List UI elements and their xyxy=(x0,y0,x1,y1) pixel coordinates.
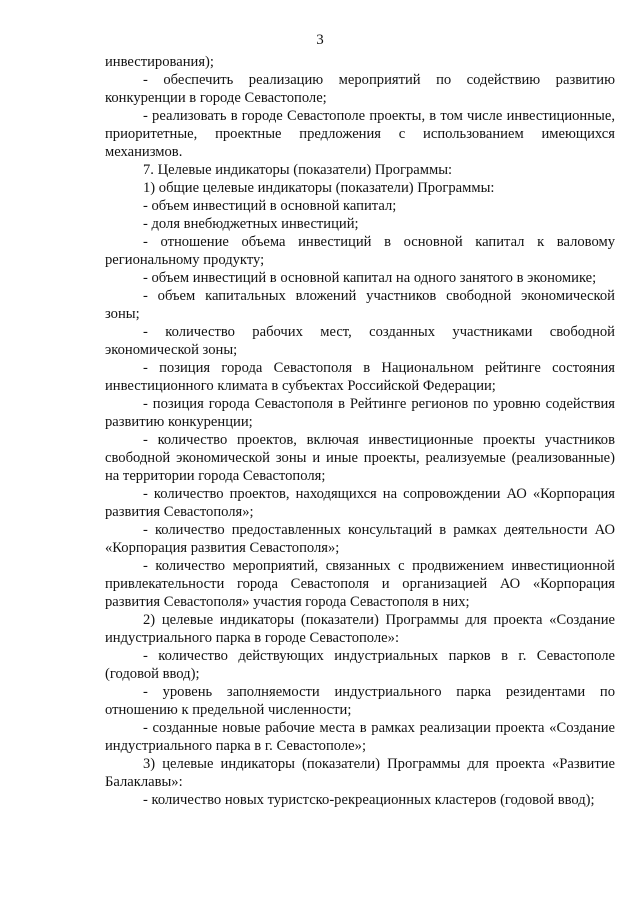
page-number: 3 xyxy=(316,32,324,48)
paragraph-2: - обеспечить реализацию мероприятий по содействию развитию конкуренции в городе Севастополе; xyxy=(105,72,615,106)
list-item: - количество мероприятий, связанных с продвижением инвестиционной привлекательности города Севастополя и организацией АО «Корпорация развития Севастополя» участия города Севастополя в них; xyxy=(105,558,615,610)
list-item: - позиция города Севастополя в Рейтинге регионов по уровню содействия развитию конкуренции; xyxy=(105,396,615,430)
list-item: - количество новых туристско-рекреационных кластеров (годовой ввод); xyxy=(143,792,595,808)
list-item: - доля внебюджетных инвестиций; xyxy=(143,216,359,232)
list-item: - объем капитальных вложений участников свободной экономической зоны; xyxy=(105,288,615,322)
document-body xyxy=(105,53,615,809)
list-item: - объем инвестиций в основной капитал на одного занятого в экономике; xyxy=(143,270,597,286)
subsection-3-heading: 3) целевые индикаторы (показатели) Программы для проекта «Развитие Балаклавы»: xyxy=(105,756,615,790)
list-item: - уровень заполняемости индустриального парка резидентами по отношению к предельной численности; xyxy=(105,684,615,718)
section-7-heading: 7. Целевые индикаторы (показатели) Программы: xyxy=(143,162,453,178)
list-item: - количество предоставленных консультаций в рамках деятельности АО «Корпорация развития Севастополя»; xyxy=(105,522,615,556)
list-item: - количество проектов, находящихся на сопровождении АО «Корпорация развития Севастополя»; xyxy=(105,486,615,520)
subsection-1-heading: 1) общие целевые индикаторы (показатели) Программы: xyxy=(143,180,495,196)
list-item: - отношение объема инвестиций в основной капитал к валовому региональному продукту; xyxy=(105,234,615,268)
list-item: - количество действующих индустриальных парков в г. Севастополе (годовой ввод); xyxy=(105,648,615,682)
list-item: - объем инвестиций в основной капитал; xyxy=(143,198,397,214)
list-item: - созданные новые рабочие места в рамках реализации проекта «Создание индустриального парка в г. Севастополе»; xyxy=(105,720,615,754)
list-item: - количество проектов, включая инвестиционные проекты участников свободной экономической зоны и иные проекты, реализуемые (реализованные) на территории города Севастополя; xyxy=(105,432,615,484)
list-item: - количество рабочих мест, созданных участниками свободной экономической зоны; xyxy=(105,324,615,358)
subsection-2-heading: 2) целевые индикаторы (показатели) Программы для проекта «Создание индустриального парка в городе Севастополе»: xyxy=(105,612,615,646)
paragraph-3: - реализовать в городе Севастополе проекты, в том числе инвестиционные, приоритетные, проектные предложения с использованием имеющихся механизмов. xyxy=(105,108,615,160)
list-item: - позиция города Севастополя в Национальном рейтинге состояния инвестиционного климата в субъектах Российской Федерации; xyxy=(105,360,615,394)
paragraph-1: инвестирования); xyxy=(105,54,214,70)
